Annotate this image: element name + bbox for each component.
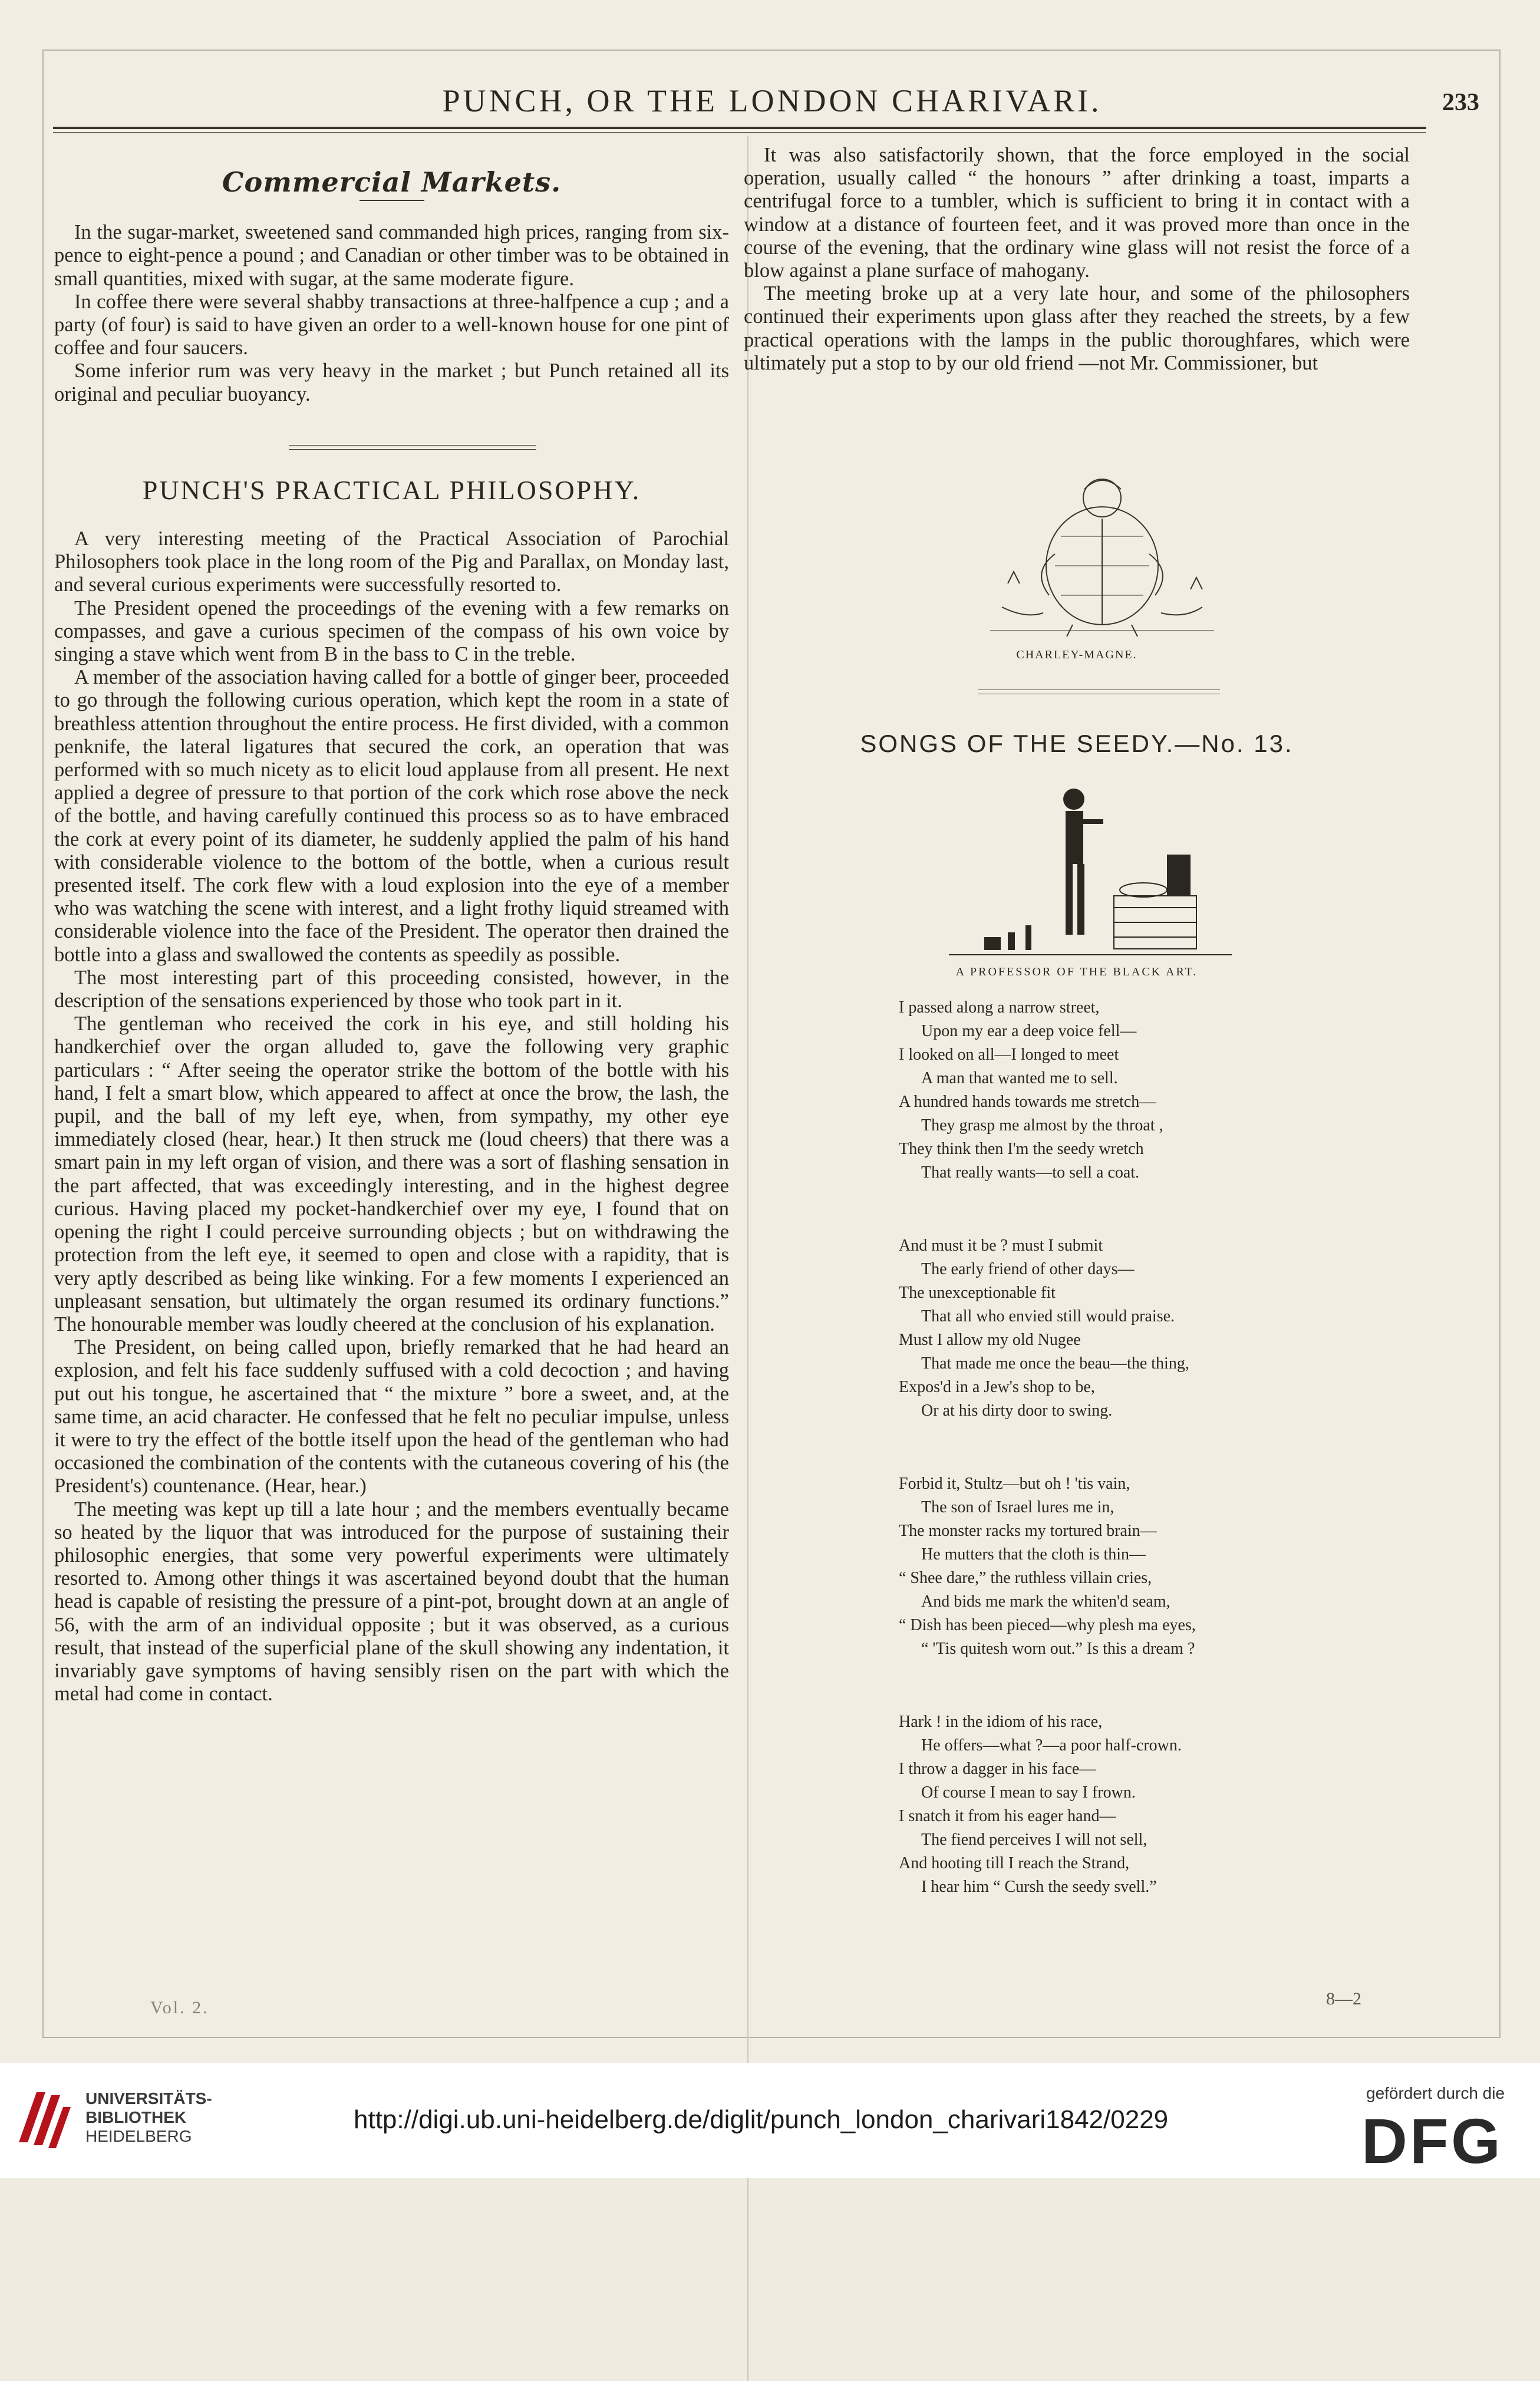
paragraph: In the sugar-market, sweetened sand commanded high prices, ranging from six-pence to eight-pence a pound ; and Canadian or other timber was to be obtained in small quantities, mixed with sugar, at the same moderate figure. [54, 221, 729, 290]
poem-stanza [899, 996, 1406, 1185]
paragraph: The gentleman who received the cork in his eye, and still holding his handkerchief over the organ alluded to, gave the following very graphic particulars : “ After seeing the operator strike the bottom of the bottle with his hand, I felt a smart blow, which appeared to affect at once the brow, the lash, the pupil, and the ball of my left eye, when, from sympathy, my other eye immediately closed (hear, hear.) It then struck me (loud cheers) that there was a smart pain in my left organ of vision, and there was a sort of flashing sensation in the part affected, that was exceedingly interesting, and in the highest degree curious. Having placed my pocket-handkerchief over my eye, I found that on opening the right I could perceive surrounding objects ; but on withdrawing the protection from the left eye, it seemed to open and close with a rapidity, that is very aptly described as being like winking. For a few moments I experienced an unpleasant sensation, but ultimately the organ resumed its ordinary functions.” The honourable member was loudly cheered at the conclusion of his explanation. [54, 1013, 729, 1335]
header-rule [53, 127, 1426, 129]
illustration-caption: CHARLEY-MAGNE. [1016, 648, 1137, 661]
poem-line: Upon my ear a deep voice fell— [921, 1022, 1137, 1040]
dfg-logo: DFG [1361, 2105, 1503, 2176]
poem-line: A man that wanted me to sell. [921, 1069, 1118, 1087]
heading-rule [360, 200, 424, 201]
paragraph: The meeting was kept up till a late hour ; and the members eventually became so heated by the liquor that was introduced for the purpose of sustaining their philosophic energies, that some very powerful experiments were ultimately resorted to. Among other things it was ascertained beyond doubt that the human head is capable of resisting the pressure of a pint-pot, brought down at an angle of 56, with the arm of an individual opposite ; but it was observed, as a curious result, that instead of the superficial plane of the skull showing any indentation, it invariably gave symptoms of having sensibly risen on the part with which the metal had come in contact. [54, 1498, 729, 1706]
poem-line: That all who envied still would praise. [921, 1307, 1175, 1325]
institution-name: UNIVERSITÄTS- BIBLIOTHEK HEIDELBERG [85, 2089, 212, 2145]
poem-line: The fiend perceives I will not sell, [921, 1831, 1147, 1849]
songs-poem [899, 996, 1406, 1948]
philosophy-heading: PUNCH'S PRACTICAL PHILOSOPHY. [142, 475, 641, 505]
poem-stanza [899, 1472, 1406, 1661]
poem-line: I hear him “ Cursh the seedy svell.” [921, 1878, 1157, 1896]
library-footer-bar [0, 2063, 1540, 2178]
paragraph: A very interesting meeting of the Practical Association of Parochial Philosophers took place in the long room of the Pig and Parallax, on Monday last, and several curious experiments were successfully resorted to. [54, 527, 729, 596]
paragraph: It was also satisfactorily shown, that the force employed in the social operation, usually called “ the honours ” after drinking a toast, imparts a centrifugal force to a tumbler, which is sufficient to bring it in contact with a window at a distance of fourteen feet, and it was proved more than once in the course of the evening, that the ordinary wine glass will not resist the force of a blow against a plane surface of mahogany. [744, 144, 1410, 282]
poem-line: He offers—what ?—a poor half-crown. [921, 1736, 1182, 1755]
poem-line: They grasp me almost by the throat , [921, 1116, 1163, 1135]
philosophy-continued [744, 144, 1410, 375]
poem-line: He mutters that the cloth is thin— [921, 1545, 1146, 1564]
poem-line: That really wants—to sell a coat. [921, 1163, 1140, 1182]
philosophy-article [54, 527, 729, 1706]
poem-line: I throw a dagger in his face— [899, 1760, 1096, 1778]
poem-line: The unexceptionable fit [899, 1284, 1056, 1302]
signature-mark: 8—2 [1326, 1989, 1361, 2009]
poem-line: And hooting till I reach the Strand, [899, 1854, 1130, 1872]
paragraph: The President opened the proceedings of the evening with a few remarks on compasses, and gave a curious specimen of the compass of his own voice by singing a stave which went from B in the bass to C in the treble. [54, 596, 729, 666]
section-rule [978, 690, 1220, 694]
poem-line: Must I allow my old Nugee [899, 1331, 1081, 1349]
poem-line: Hark ! in the idiom of his race, [899, 1713, 1103, 1731]
commercial-markets-article [54, 166, 729, 406]
charley-magne-illustration [967, 466, 1238, 642]
poem-line: I snatch it from his eager hand— [899, 1807, 1116, 1825]
poem-stanza [899, 1710, 1406, 1899]
university-logo-icon [13, 2086, 72, 2151]
illustration-caption: A PROFESSOR OF THE BLACK ART. [955, 965, 1198, 978]
poem-line: And must it be ? must I submit [899, 1236, 1103, 1255]
poem-line: And bids me mark the whiten'd seam, [921, 1592, 1170, 1611]
poem-line: “ 'Tis quitesh worn out.” Is this a dream ? [921, 1640, 1195, 1658]
paragraph: The President, on being called upon, briefly remarked that he had heard an explosion, and felt his face suddenly suffused with a cold decoction ; and having put out his tongue, he ascertained that “ the mixture ” bore a sweet, and, at the same time, an acid character. He confessed that he felt no peculiar impulse, unless it were to try the effect of the bottle itself upon the head of the gentleman who had occasioned the combination of the contents with the cutaneous covering of his (the President's) countenance. (Hear, hear.) [54, 1336, 729, 1498]
poem-line: They think then I'm the seedy wretch [899, 1140, 1144, 1158]
volume-label: Vol. 2. [150, 1998, 209, 2017]
poem-line: Expos'd in a Jew's shop to be, [899, 1378, 1095, 1396]
poem-line: I passed along a narrow street, [899, 998, 1100, 1017]
paragraph: In coffee there were several shabby transactions at three-halfpence a cup ; and a party (of four) is said to have given an order to a well-known house for one pint of coffee and four saucers. [54, 290, 729, 360]
running-title: PUNCH, OR THE LONDON CHARIVARI. [442, 83, 1102, 118]
poem-line: Or at his dirty door to swing. [921, 1401, 1113, 1420]
page-number: 233 [1442, 89, 1479, 116]
paragraph: The most interesting part of this proceeding consisted, however, in the description of the sensations experienced by those who took part in it. [54, 966, 729, 1013]
poem-line: The son of Israel lures me in, [921, 1498, 1114, 1516]
poem-line: The early friend of other days— [921, 1260, 1135, 1278]
poem-line: “ Dish has been pieced—why plesh ma eyes, [899, 1616, 1196, 1634]
poem-line: That made me once the beau—the thing, [921, 1354, 1189, 1373]
songs-title: SONGS OF THE SEEDY.—No. 13. [860, 730, 1294, 757]
section-rule [289, 445, 536, 450]
poem-line: Of course I mean to say I frown. [921, 1783, 1136, 1802]
paragraph: The meeting broke up at a very late hour, and some of the philosophers continued their experiments upon glass after they reached the streets, by a few practical operations with the lamps in the public thoroughfares, which were ultimately put a stop to by our old friend —not Mr. Commissioner, but [744, 282, 1410, 374]
poem-line: The monster racks my tortured brain— [899, 1522, 1157, 1540]
permalink-url[interactable]: http://digi.ub.uni-heidelberg.de/diglit/punch_london_charivari1842/0229 [354, 2105, 1169, 2134]
commercial-markets-heading: Commercial Markets. [222, 166, 562, 198]
poem-line: A hundred hands towards me stretch— [899, 1093, 1156, 1111]
poem-line: Forbid it, Stultz—but oh ! 'tis vain, [899, 1475, 1130, 1493]
paragraph: Some inferior rum was very heavy in the market ; but Punch retained all its original and peculiar buoyancy. [54, 360, 729, 405]
poem-line: I looked on all—I longed to meet [899, 1046, 1119, 1064]
poem-stanza [899, 1234, 1406, 1423]
professor-illustration [937, 778, 1249, 967]
paragraph: A member of the association having called for a bottle of ginger beer, proceeded to go through the following curious operation, which kept the room in a state of breathless attention throughout the entire process. He first divided, with a common penknife, the lateral ligatures that secured the cork, an operation that was performed with so much nicety as to elicit loud applause from all present. He next applied a degree of pressure to that portion of the cork which rose above the neck of the bottle, and having carefully continued this process so as to have embraced the cork at every point of its diameter, he suddenly applied the palm of his hand with considerable violence to the bottom of the bottle, when a curious result presented itself. The cork flew with a loud explosion into the eye of a member who was watching the scene with interest, and a light frothy liquid streamed with considerable violence into the face of the President. The operator then drained the bottle into a glass and swallowed the contents as speedily as possible. [54, 666, 729, 966]
column-divider [747, 136, 748, 2381]
funding-label: gefördert durch die [1366, 2084, 1505, 2102]
poem-line: “ Shee dare,” the ruthless villain cries, [899, 1569, 1152, 1587]
header-rule-thin [53, 132, 1426, 133]
